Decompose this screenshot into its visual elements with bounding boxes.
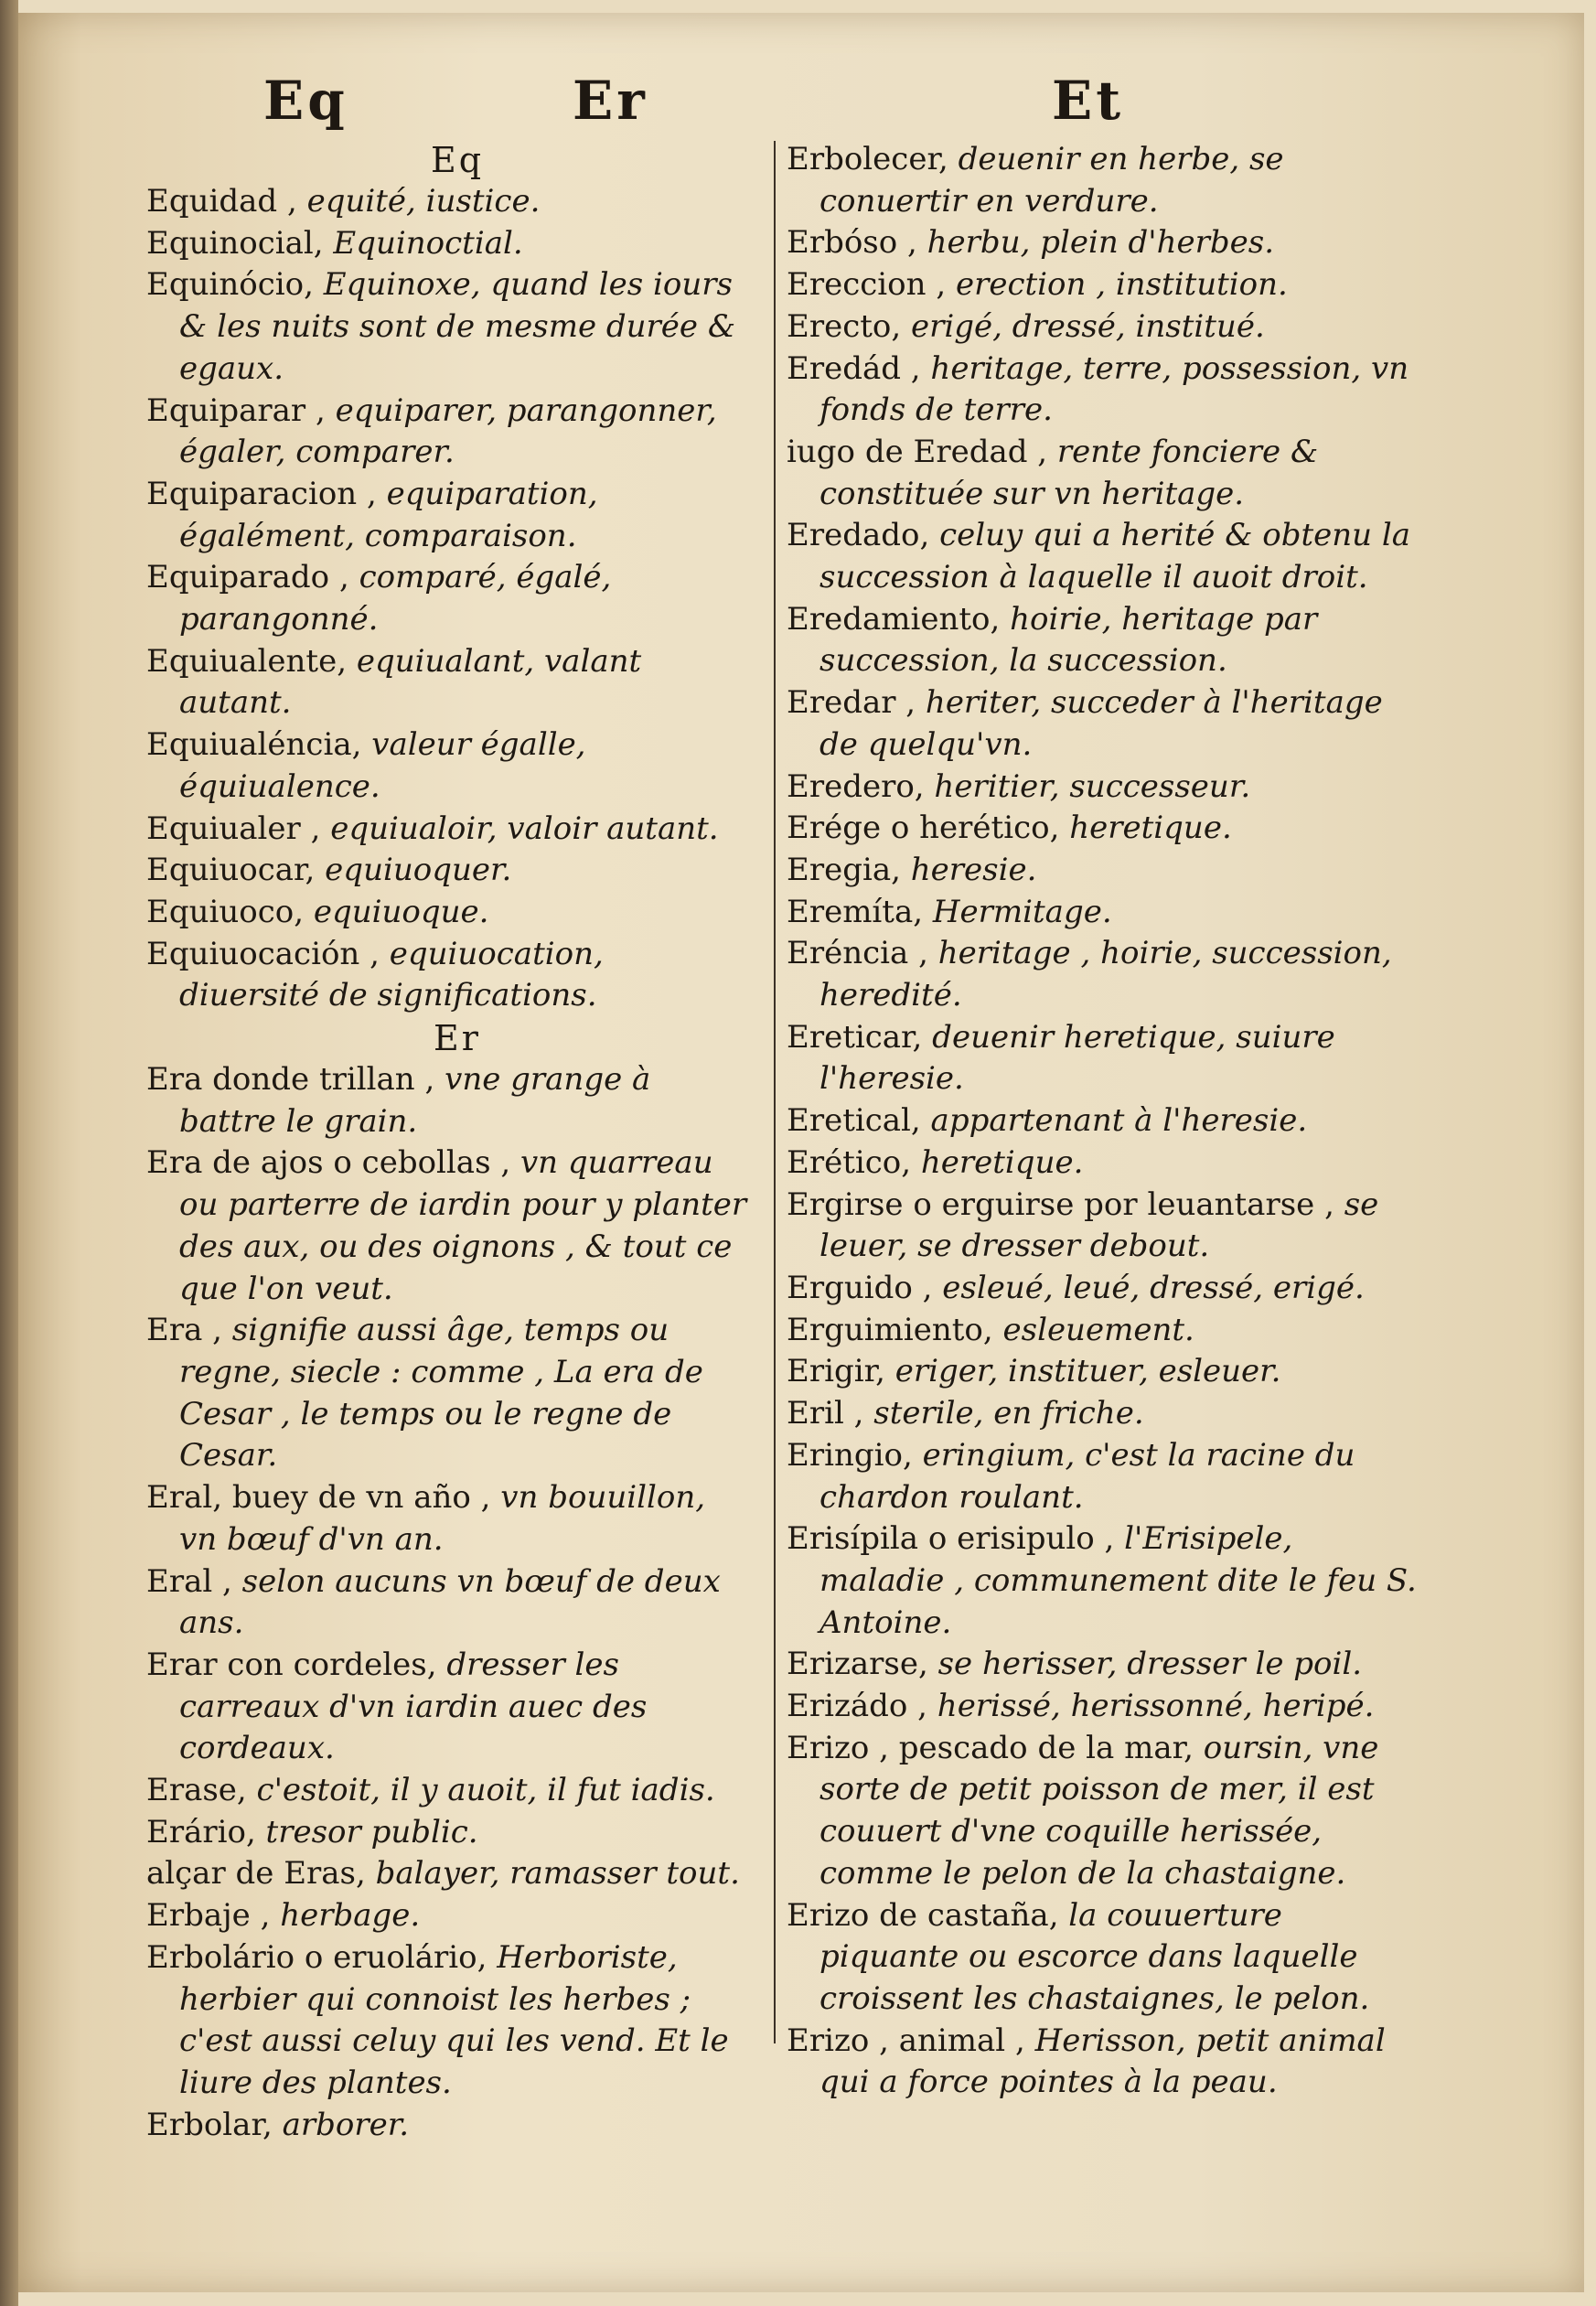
entry-headword: Era donde trillan , [146, 1061, 435, 1099]
entry-definition: c'estoit, il y auoit, il fut iadis. [246, 1772, 715, 1809]
dictionary-entry [787, 1100, 1427, 1142]
entry-definition: vn quarreau ou parterre de iardin pour y planter des aux, ou des oignons , & tout ce que l'on veut. [179, 1144, 747, 1307]
entry-definition: esleuement. [992, 1311, 1194, 1348]
entry-definition: equité, iustice. [296, 183, 541, 220]
entry-headword: iugo de Eredad , [787, 433, 1048, 470]
entry-headword: Erizo , pescado de la mar, [787, 1729, 1194, 1766]
entry-headword: Eral , [146, 1562, 232, 1600]
dictionary-entry [787, 892, 1427, 934]
header-right: Et [1052, 70, 1124, 132]
entry-headword: Erbaje , [146, 1897, 271, 1935]
entry-definition: selon aucuns vn bœuf de deux ans. [179, 1562, 721, 1642]
dictionary-entry [787, 1185, 1427, 1268]
entry-definition: erection , institution. [946, 266, 1288, 304]
entries-eq [146, 181, 750, 1017]
dictionary-entry [787, 850, 1427, 892]
dictionary-entry [146, 557, 750, 640]
entry-headword: Erário, [146, 1813, 256, 1850]
entries-right [787, 139, 1427, 2104]
entry-headword: Erbóso , [787, 224, 917, 262]
entry-definition: deuenir heretique, suiure l'heresie. [819, 1018, 1335, 1098]
entry-definition: heriter, succeder à l'heritage de quelqu'vn. [819, 684, 1383, 763]
entry-definition: Equinoxe, quand les iours & les nuits sont de mesme durée & egaux. [179, 266, 736, 387]
dictionary-entry [787, 1686, 1427, 1728]
entry-headword: Equiualente, [146, 642, 348, 680]
dictionary-entry [146, 391, 750, 474]
dictionary-entry [787, 515, 1427, 598]
dictionary-entry [146, 1812, 750, 1854]
entry-definition: heretique. [1059, 810, 1232, 847]
entry-definition: equiparer, parangonner, égaler, comparer. [179, 391, 717, 471]
entry-headword: Erguido , [787, 1269, 933, 1306]
entry-headword: Equinocial, [146, 224, 324, 262]
entry-definition: hoirie, heritage par succession, la succession. [819, 600, 1318, 680]
entry-definition: equiuoque. [304, 893, 489, 930]
dictionary-entry [146, 264, 750, 390]
dictionary-entry [787, 306, 1427, 349]
dictionary-entry [146, 1059, 750, 1142]
entry-definition: se leuer, se dresser debout. [819, 1185, 1379, 1265]
entry-headword: Equinócio, [146, 266, 314, 304]
entry-definition: equiuoquer. [315, 852, 512, 889]
entry-definition: herissé, herissonné, heripé. [927, 1688, 1375, 1725]
entry-definition: celuy qui a herité & obtenu la succession à laquelle il auoit droit. [819, 517, 1411, 596]
dictionary-entry [787, 767, 1427, 809]
entry-definition: vn bouuillon, vn bœuf d'vn an. [179, 1479, 706, 1558]
entry-definition: la couuerture piquante ou escorce dans laquelle croissent les chastaignes, le pelon. [819, 1896, 1370, 2017]
entry-headword: Erizo de castaña, [787, 1896, 1059, 1934]
dictionary-entry [787, 1518, 1427, 1644]
dictionary-entry [146, 724, 750, 808]
left-column [146, 139, 750, 2146]
dictionary-entry [146, 892, 750, 934]
entry-headword: Erguimiento, [787, 1311, 993, 1348]
entry-headword: Ereccion , [787, 266, 947, 304]
entry-definition: eringium, c'est la racine du chardon roulant. [819, 1436, 1355, 1516]
entry-headword: Eredád , [787, 349, 921, 387]
entry-definition: heretique. [911, 1143, 1084, 1181]
entry-definition: signifie aussi âge, temps ou regne, siecle : comme , La era de Cesar , le temps ou le regne de Cesar. [179, 1312, 703, 1475]
header-left-first: Eq [263, 70, 348, 132]
entry-headword: Eredado, [787, 517, 930, 554]
entry-headword: Ereticar, [787, 1018, 923, 1056]
entry-headword: Erigir, [787, 1353, 885, 1390]
dictionary-entry [146, 1310, 750, 1477]
dictionary-entry [787, 682, 1427, 766]
entry-headword: Eréncia , [787, 935, 928, 972]
dictionary-entry [787, 1017, 1427, 1100]
entry-definition: sterile, en friche. [863, 1395, 1144, 1432]
entry-headword: Equiparacion , [146, 475, 377, 512]
dictionary-entry [787, 432, 1427, 515]
entry-headword: Erecto, [787, 307, 902, 345]
entry-headword: Erbolar, [146, 2106, 273, 2143]
entry-headword: Equiuoco, [146, 893, 305, 930]
entry-definition: heritage , hoirie, succession, heredité. [819, 935, 1392, 1014]
entry-definition: Equinoctial. [323, 224, 523, 262]
entry-definition: comparé, égalé, parangonné. [179, 559, 612, 638]
dictionary-entry [787, 222, 1427, 264]
entry-definition: vne grange à battre le grain. [179, 1061, 651, 1140]
entry-definition: Hermitage. [923, 893, 1112, 930]
entry-headword: Equiparar , [146, 391, 326, 429]
dictionary-entry [787, 808, 1427, 850]
entry-headword: Eral, buey de vn año , [146, 1479, 491, 1517]
entry-definition: dresser les carreaux d'vn iardin auec des cordeaux. [179, 1646, 648, 1767]
entry-headword: Equidad , [146, 183, 297, 220]
dictionary-entry [787, 1268, 1427, 1310]
dictionary-entry [146, 934, 750, 1017]
dictionary-entry [146, 850, 750, 892]
entry-definition: Herisson, petit animal qui a force pointes à la peau. [819, 2022, 1386, 2101]
entry-definition: heritier, successeur. [924, 767, 1251, 805]
entry-headword: Erar con cordeles, [146, 1646, 437, 1683]
dictionary-entry [146, 2105, 750, 2147]
dictionary-entry [787, 1310, 1427, 1352]
entry-definition: deuenir en herbe, se conuertir en verdure. [819, 141, 1284, 220]
entry-headword: Eringio, [787, 1436, 913, 1474]
entry-headword: Ergirse o erguirse por leuantarse , [787, 1185, 1334, 1223]
book-binding-edge [0, 0, 18, 2306]
entry-definition: heresie. [900, 851, 1037, 888]
dictionary-entry [787, 599, 1427, 682]
dictionary-entry [146, 641, 750, 724]
section-heading-er: Er [434, 1018, 481, 1059]
dictionary-entry [146, 1142, 750, 1310]
entry-definition: equiparation, égalément, comparaison. [179, 475, 598, 554]
entry-headword: Eretical, [787, 1102, 921, 1140]
entry-headword: Eredar , [787, 684, 916, 722]
entry-headword: Eregia, [787, 851, 901, 888]
entry-headword: alçar de Eras, [146, 1855, 366, 1893]
dictionary-entry [146, 1895, 750, 1937]
entry-headword: Erase, [146, 1772, 247, 1809]
entry-headword: Erizo , animal , [787, 2022, 1025, 2059]
entry-definition: equiuocation, diuersité de significations. [179, 935, 604, 1014]
dictionary-entry [146, 1477, 750, 1561]
entry-definition: tresor public. [255, 1813, 478, 1850]
entry-definition: herbu, plein d'herbes. [916, 224, 1275, 262]
entry-headword: Equiuocación , [146, 935, 380, 972]
column-divider [774, 141, 776, 2043]
dictionary-entry [787, 264, 1427, 306]
entry-headword: Equiualer , [146, 810, 321, 847]
entry-definition: l'Erisipele, maladie , communement dite le feu S. Antoine. [819, 1520, 1417, 1641]
dictionary-entry [146, 474, 750, 557]
dictionary-entry [787, 933, 1427, 1016]
entry-headword: Erético, [787, 1143, 912, 1181]
dictionary-entry [787, 1728, 1427, 1895]
dictionary-entry [146, 1770, 750, 1812]
entry-headword: Erbolecer, [787, 141, 948, 177]
entries-er [146, 1059, 750, 2146]
entry-headword: Eredero, [787, 767, 925, 805]
entry-headword: Erizarse, [787, 1646, 928, 1683]
dictionary-entry [146, 1853, 750, 1895]
entry-headword: Era de ajos o cebollas , [146, 1144, 511, 1182]
dictionary-entry [146, 181, 750, 223]
dictionary-entry [146, 809, 750, 851]
section-heading-eq: Eq [430, 140, 485, 180]
entry-definition: appartenant à l'heresie. [920, 1102, 1308, 1140]
dictionary-page [18, 13, 1584, 2292]
dictionary-entry [146, 223, 750, 265]
entry-definition: se herisser, dresser le poil. [927, 1646, 1363, 1683]
entry-headword: Eril , [787, 1395, 864, 1432]
entry-definition: herbage. [270, 1897, 421, 1935]
entry-headword: Equiualéncia, [146, 726, 362, 764]
entry-headword: Era , [146, 1312, 222, 1349]
dictionary-entry [787, 139, 1427, 222]
dictionary-entry [787, 1393, 1427, 1435]
entry-definition: equiualoir, valoir autant. [320, 810, 719, 847]
dictionary-entry [787, 1142, 1427, 1185]
entry-definition: arborer. [272, 2106, 410, 2143]
entry-headword: Eredamiento, [787, 600, 1001, 638]
dictionary-entry [787, 1895, 1427, 2021]
dictionary-entry [787, 2021, 1427, 2104]
entry-headword: Erizádo , [787, 1688, 927, 1725]
entry-headword: Erége o herético, [787, 810, 1060, 847]
dictionary-entry [787, 349, 1427, 432]
entry-definition: erigé, dressé, institué. [901, 307, 1265, 345]
entry-definition: valeur égalle, équiualence. [179, 726, 586, 805]
entry-headword: Equiparado , [146, 559, 349, 596]
right-column [787, 139, 1427, 2104]
entry-headword: Erbolário o eruolário, [146, 1938, 487, 1976]
entry-headword: Equiuocar, [146, 852, 316, 889]
dictionary-entry [146, 1561, 750, 1645]
entry-headword: Erisípila o erisipulo , [787, 1520, 1115, 1558]
header-left-second: Er [573, 70, 648, 132]
entry-definition: rente fonciere & constituée sur vn heritage. [819, 433, 1319, 512]
dictionary-entry [787, 1351, 1427, 1393]
entry-definition: eriger, instituer, esleuer. [884, 1353, 1281, 1390]
entry-definition: balayer, ramasser tout. [365, 1855, 740, 1893]
entry-headword: Eremíta, [787, 893, 924, 930]
entry-definition: esleué, leué, dressé, erigé. [932, 1269, 1365, 1306]
dictionary-entry [787, 1435, 1427, 1518]
entry-definition: oursin, vne sorte de petit poisson de mer, il est couuert d'vne coquille herissée, comme le pelon de la chastaigne. [819, 1729, 1379, 1892]
dictionary-entry [146, 1937, 750, 2105]
entry-definition: equiualant, valant autant. [179, 642, 642, 722]
entry-definition: heritage, terre, possession, vn fonds de terre. [819, 349, 1409, 429]
entry-definition: Herboriste, herbier qui connoist les herbes ; c'est aussi celuy qui les vend. Et le liure des plantes. [179, 1938, 729, 2101]
dictionary-entry [787, 1644, 1427, 1686]
dictionary-entry [146, 1645, 750, 1770]
